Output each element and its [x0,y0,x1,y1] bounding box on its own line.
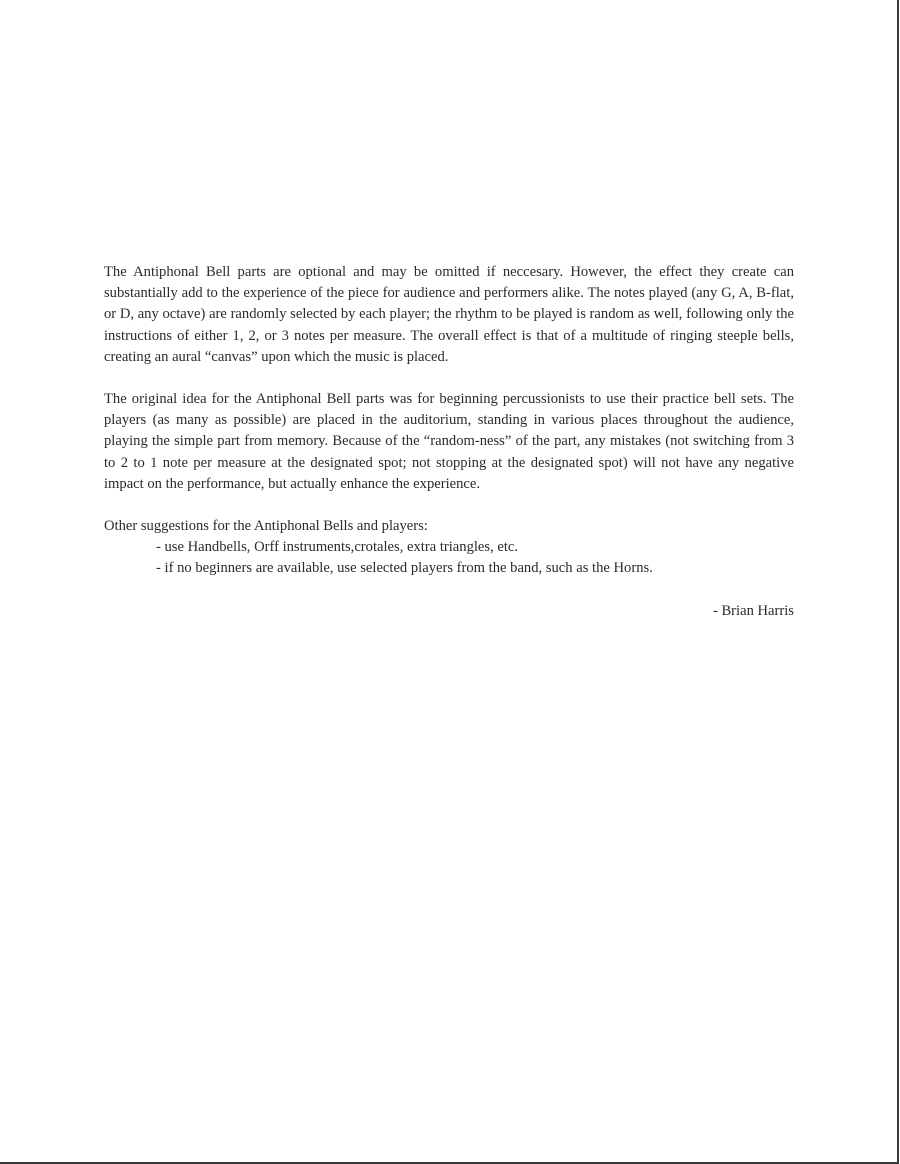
paragraph-original-idea: The original idea for the Antiphonal Bell parts was for beginning percussionists to use their practice bell sets. The players (as many as possible) are placed in the auditorium, standing in various places throughout the audience, playing the simple part from memory. Because of the “random-ness” of the part, any mistakes (not switching from 3 to 2 to 1 note per measure at the designated spot; not stopping at the designated spot) will not have any negative impact on the performance, but actually enhance the experience. [104,391,794,492]
suggestion-item-instruments: - use Handbells, Orff instruments,crotales, extra triangles, etc. [156,539,519,556]
suggestion-item-band-players: - if no beginners are available, use selected players from the band, such as the Horns. [156,560,653,577]
document-body [104,262,794,622]
paragraph-optional-parts: The Antiphonal Bell parts are optional and may be omitted if neccesary. However, the effect they create can substantially add to the experience of the piece for audience and performers alike. The notes played (any G, A, B-flat, or D, any octave) are randomly selected by each player; the rhythm to be played is random as well, following only the instructions of either 1, 2, or 3 notes per measure. The overall effect is that of a multitude of ringing steeple bells, creating an aural “canvas” upon which the music is placed. [104,264,794,365]
suggestions-intro: Other suggestions for the Antiphonal Bells and players: [104,518,428,535]
suggestion-list [104,537,794,579]
author-signature: - Brian Harris [712,602,794,619]
